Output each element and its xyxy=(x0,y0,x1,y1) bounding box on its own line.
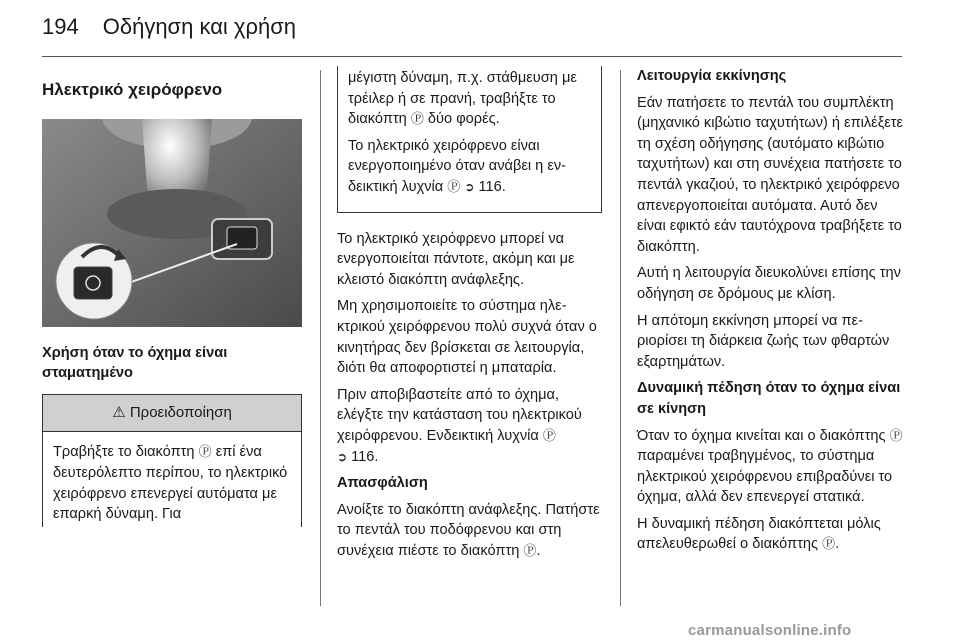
watermark-footer: carmanualsonline.info xyxy=(688,622,852,639)
photo-caption: Χρήση όταν το όχημα είναι σταματημένο xyxy=(42,344,228,382)
parking-brake-switch-icon: Ⓟ xyxy=(822,536,836,552)
warning-text-cont: επί ένα δευτερόλεπτο περίπου, το ηλεκτρικό χειρόφρενο επενεργεί αυτόματα με επαρκή δύναμη. Για xyxy=(53,444,288,523)
console-illustration xyxy=(42,119,302,327)
body-paragraph xyxy=(337,385,602,467)
warning-paragraph xyxy=(348,68,591,130)
body-paragraph: Ανοίξτε το διακόπτη ανάφλεξης. Πατήστε το πεντάλ του ποδόφρενου και στη συνέχεια πιέστε το διακόπτη Ⓟ. xyxy=(337,500,602,562)
page-ref-arrow-icon: ➲ xyxy=(464,179,475,194)
column-1 xyxy=(42,66,302,527)
warning-box-continued xyxy=(337,66,602,213)
parking-brake-switch-icon: Ⓟ xyxy=(889,427,903,443)
parking-brake-photo xyxy=(42,119,302,327)
release-heading: Απασφάλιση xyxy=(337,475,428,492)
warning-body xyxy=(43,432,301,526)
column-divider xyxy=(620,70,621,606)
body-text: Η δυναμική πέδηση διακόπτεται μόλις απελευθερωθεί ο διακόπτης xyxy=(637,515,881,553)
auto-release-heading: Λειτουργία εκκίνησης xyxy=(637,68,787,84)
body-paragraph xyxy=(637,426,903,508)
warning-box xyxy=(42,394,302,527)
body-paragraph: Μη χρησιμοποιείτε το σύστημα ηλεκτρικού χειρόφρενου πολύ συχνά όταν ο κινητήρας δεν βρίσκεται σε λειτουργία, διότι θα αποφορτιστεί η μπαταρία. xyxy=(337,298,597,377)
header-rule xyxy=(42,56,902,57)
page-ref: 116. xyxy=(478,178,506,195)
parking-brake-lamp-icon: Ⓟ xyxy=(447,178,461,194)
warning-triangle-icon: ⚠ xyxy=(112,403,126,421)
column-3 xyxy=(637,66,903,561)
section-title: Ηλεκτρικό χειρόφρενο xyxy=(42,80,223,99)
body-text: Ανοίξτε το διακόπτη ανάφλεξης. Πατήστε το πεντάλ του ποδόφρενου και στη συνέχεια πιέστε το διακόπτη xyxy=(337,501,600,559)
warning-text: Τραβήξτε το διακόπτη xyxy=(53,444,195,461)
warning-heading-text: Προειδοποίηση xyxy=(129,403,232,421)
page-number: 194 xyxy=(42,14,79,39)
body-text: παραμένει τραβηγμένος, το σύστημα ηλεκτρικού χειρόφρενου επιβραδύνει το όχημα, αλλά δεν επενεργεί στατικά. xyxy=(637,448,893,506)
page-header xyxy=(42,14,296,40)
parking-brake-switch-icon: Ⓟ xyxy=(523,542,537,558)
body-paragraph: Το ηλεκτρικό χειρόφρενο μπορεί να ενεργοποιείται πάντοτε, ακόμη και με κλειστό διακόπτη ανάφλεξης. xyxy=(337,230,575,288)
column-2 xyxy=(337,66,602,567)
parking-brake-switch-icon: Ⓟ xyxy=(410,111,424,127)
column-divider xyxy=(320,70,321,606)
page-ref: 116. xyxy=(351,448,379,465)
parking-brake-lamp-icon: Ⓟ xyxy=(542,427,556,443)
body-paragraph: Αυτή η λειτουργία διευκολύνει επίσης την οδήγηση σε δρόμους με κλίση. xyxy=(637,265,901,302)
warning-paragraph xyxy=(348,136,591,198)
warning-heading xyxy=(43,395,301,433)
page-ref-arrow-icon: ➲ xyxy=(337,449,348,464)
body-paragraph: Η δυναμική πέδηση διακόπτεται μόλις απελευθερωθεί ο διακόπτης Ⓟ. xyxy=(637,514,903,555)
body-text: Πριν αποβιβαστείτε από το όχημα, ελέγξτε την κατάσταση του ηλεκτρικού χειρόφρενου. Ενδεικτική λυχνία xyxy=(337,386,582,444)
parking-brake-switch-icon: Ⓟ xyxy=(198,444,212,460)
dynamic-braking-heading: Δυναμική πέδηση όταν το όχημα είναι σε κίνηση xyxy=(637,380,901,417)
warning-text: Το ηλεκτρικό χειρόφρενο είναι ενεργοποιημένο όταν ανάβει η ενδεικτική λυχνία xyxy=(348,137,567,195)
body-text: Όταν το όχημα κινείται και ο διακόπτης xyxy=(637,427,886,444)
body-paragraph: Η απότομη εκκίνηση μπορεί να περιορίσει τη διάρκεια ζωής των φθαρτών εξαρτημάτων. xyxy=(637,312,890,370)
warning-text: δύο φορές. xyxy=(427,111,500,128)
chapter-title: Οδήγηση και χρήση xyxy=(102,14,297,39)
body-paragraph: Εάν πατήσετε το πεντάλ του συμπλέκτη (μηχανικό κιβώτιο ταχυτήτων) ή επιλέξετε τη σχέση οδήγησης (αυτόματο κιβώτιο ταχυτήτων) και στη συνέχεια πατήσετε το πεντάλ γκαζιού, το ηλεκτρικό χειρόφρενο απενεργοποιείται αυτόματα. Αυτό δεν είναι εφικτό εάν ταυτόχρονα τραβήξετε το διακόπτη. xyxy=(637,94,904,255)
warning-text: μέγιστη δύναμη, π.χ. στάθμευση με τρέιλερ ή σε πρανή, τραβήξτε το διακόπτη xyxy=(348,70,577,128)
